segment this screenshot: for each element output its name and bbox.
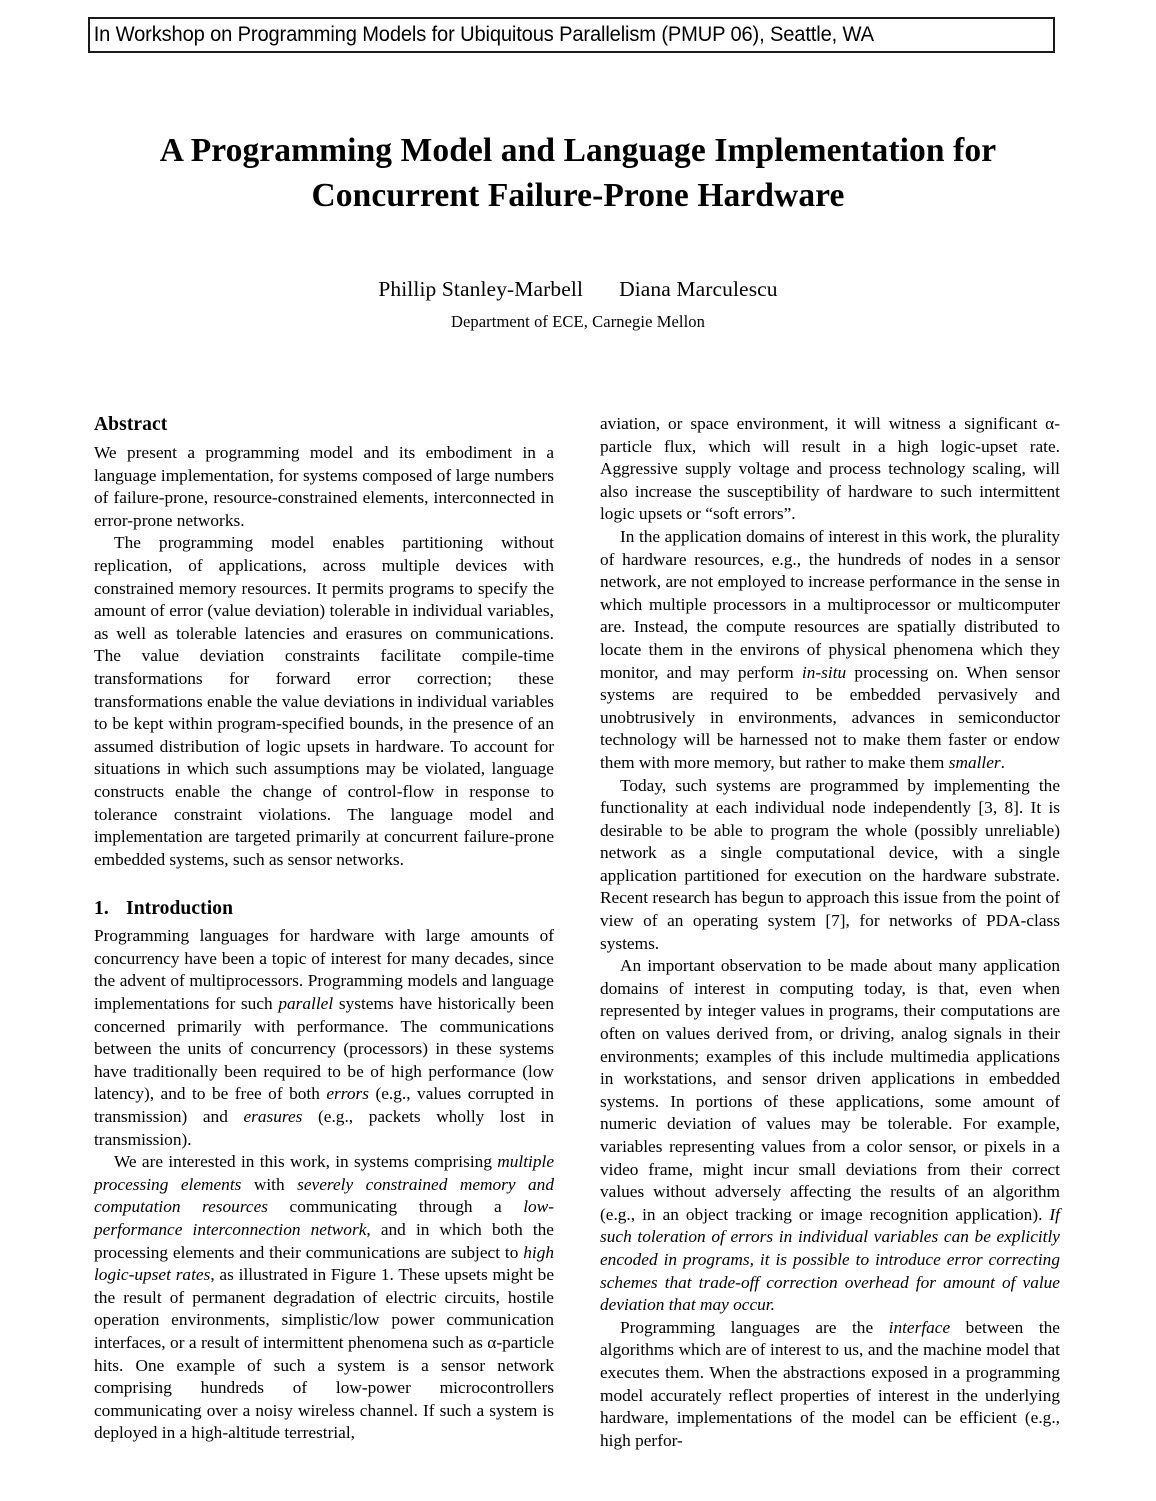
intro-p7-b: between the algorithms which are of interest to us, and the machine model that executes them. When the abstractions exposed in a programming model accurately reflect properties of interest in the underlying hardware, implementations of the model can be efficient (e.g., high perfor- (600, 1317, 1060, 1450)
intro-p6-a: An important observation to be made about many application domains of interest in computing today, is that, even when represented by integer values in programs, their computations are often on values derived from, or driving, analog signals in their environments; examples of this include multimedia applications in workstations, and sensor driven applications in embedded systems. In portions of these applications, some amount of numeric deviation of values may be tolerable. For example, variables representing values from a color sensor, or pixels in a video frame, might incur small deviations from their correct values without adversely affecting the results of an algorithm (e.g., in an object tracking or image recognition application). (600, 956, 1060, 1224)
introduction-heading (94, 897, 554, 921)
affiliation: Department of ECE, Carnegie Mellon (450, 312, 706, 331)
intro-paragraph-7 (600, 1317, 1060, 1453)
intro-paragraph-6 (600, 955, 1060, 1317)
intro-paragraph-3: aviation, or space environment, it will witness a significant α-particle flux, which will result in a high logic-upset rate. Aggressive supply voltage and process technology scaling, will also increase the susceptibility of hardware to such intermittent logic upsets or “soft errors”. (600, 414, 1060, 524)
intro-paragraph-4 (600, 526, 1060, 775)
author-first: Phillip Stanley-Marbell (378, 277, 584, 301)
intro-paragraph-5: Today, such systems are programmed by implementing the functionality at each individual node independently [3, 8]. It is desirable to be able to program the whole (possibly unreliable) network as a single computational device, with a single application partitioned for execution on the hardware substrate. Recent research has begun to approach this issue from the point of view of an operating system [7], for networks of PDA-class systems. (600, 775, 1060, 953)
intro-p4-c: . (1000, 752, 1005, 772)
page-title (100, 128, 1056, 218)
intro-p2-em-multiple-processing-elements: multiple processing elements (94, 1152, 554, 1194)
intro-p7-a: Programming languages are the (620, 1317, 889, 1337)
intro-p1-c: (e.g., values corrupted in transmission) and (94, 1084, 555, 1127)
venue-text: In Workshop on Programming Models for Ubiquitous Parallelism (PMUP 06), Seattle, WA (93, 22, 874, 47)
intro-p1-b: systems have historically been concerned primarily with performance. The communications between the units of concurrency (processors) in these systems have traditionally been required to be of high performance (low latency), and to be free of both (94, 994, 554, 1104)
intro-p2-b: with (241, 1174, 298, 1194)
intro-p6-em-toleration-of-errors: If such toleration of errors in individual variables can be explicitly encoded in programs, it is possible to introduce error correcting schemes that trade-off correction overhead for amount of value deviation that may occur. (600, 1204, 1060, 1315)
intro-paragraph-1 (94, 925, 554, 1151)
author-list (100, 276, 1056, 303)
intro-p7-em-interface: interface (888, 1317, 951, 1337)
intro-p1-a: Programming languages for hardware with large amounts of concurrency have been a topic of interest for many decades, since the advent of multiprocessors. Programming models and language implementations for such (94, 926, 554, 1014)
intro-p1-em-parallel: parallel (278, 994, 334, 1014)
intro-p1-em-errors: errors (326, 1084, 369, 1104)
abstract-heading: Abstract (94, 414, 168, 435)
intro-p2-c: communicating through a (268, 1197, 524, 1217)
title-block (100, 128, 1056, 332)
intro-p4-em-in-situ: in-situ (801, 662, 847, 682)
intro-p1-d: (e.g., packets wholly lost in transmission). (94, 1107, 554, 1149)
title-line-2: Concurrent Failure-Prone Hardware (311, 177, 845, 214)
author-second: Diana Marculescu (619, 277, 778, 301)
section-number: 1. (94, 898, 109, 920)
column-left (94, 413, 554, 1452)
intro-paragraph-2 (94, 1151, 554, 1445)
abstract-paragraph-2: The programming model enables partitioning without replication, of applications, across multiple devices with constrained memory resources. It permits programs to specify the amount of error (value deviation) tolerable in individual variables, as well as tolerable latencies and erasures on communications. The value deviation constraints facilitate compile-time transformations for forward error correction; these transformations enable the value deviations in individual variables to be kept within program-specified bounds, in the presence of an assumed distribution of logic upsets in hardware. To account for situations in which such assumptions may be violated, language constructs enable the change of control-flow in response to tolerance constraint violations. The language model and implementation are targeted primarily at concurrent failure-prone embedded systems, such as sensor networks. (94, 533, 554, 869)
intro-p2-em-severely-constrained: severely constrained memory and computation resources (94, 1174, 554, 1217)
intro-p2-em-high-logic-upset-rates: high logic-upset rates (94, 1242, 554, 1285)
title-line-1: A Programming Model and Language Implementation for (159, 132, 997, 169)
abstract-paragraph-1: We present a programming model and its embodiment in a language implementation, for systems composed of large numbers of failure-prone, resource-constrained elements, interconnected in error-prone networks. (94, 443, 554, 530)
intro-p1-em-erasures: erasures (243, 1107, 303, 1127)
intro-p2-em-low-performance-network: low-performance interconnection network (94, 1197, 554, 1239)
intro-p2-a: We are interested in this work, in systems comprising (114, 1152, 498, 1172)
body-columns (94, 413, 1060, 1452)
section-title: Introduction (126, 898, 234, 920)
intro-p4-em-smaller: smaller (948, 752, 1001, 772)
intro-p2-d: , and in which both the processing elements and their communications are subject to (94, 1220, 554, 1262)
intro-p4-b: processing on. When sensor systems are required to be embedded pervasively and unobtrusively in environments, advances in semiconductor technology will be harnessed not to make them faster or endow them with more memory, but rather to make them (600, 662, 1061, 772)
intro-p4-a: In the application domains of interest in this work, the plurality of hardware resources, e.g., the hundreds of nodes in a sensor network, are not employed to increase performance in the sense in which multiple processors in a multiprocessor or multicomputer are. Instead, the compute resources are spatially distributed to locate them in the environs of physical phenomena which they monitor, and may perform (600, 526, 1060, 682)
intro-p2-e: , as illustrated in Figure 1. These upsets might be the result of permanent degradation of electric circuits, hostile operation environments, simplistic/low power communication interfaces, or a result of intermittent phenomena such as α-particle hits. One example of such a system is a sensor network comprising hundreds of low-power microcontrollers communicating over a noisy wireless channel. If such a system is deployed in a high-altitude terrestrial, (94, 1265, 555, 1443)
column-right (600, 413, 1060, 1452)
venue-banner (88, 17, 1055, 53)
